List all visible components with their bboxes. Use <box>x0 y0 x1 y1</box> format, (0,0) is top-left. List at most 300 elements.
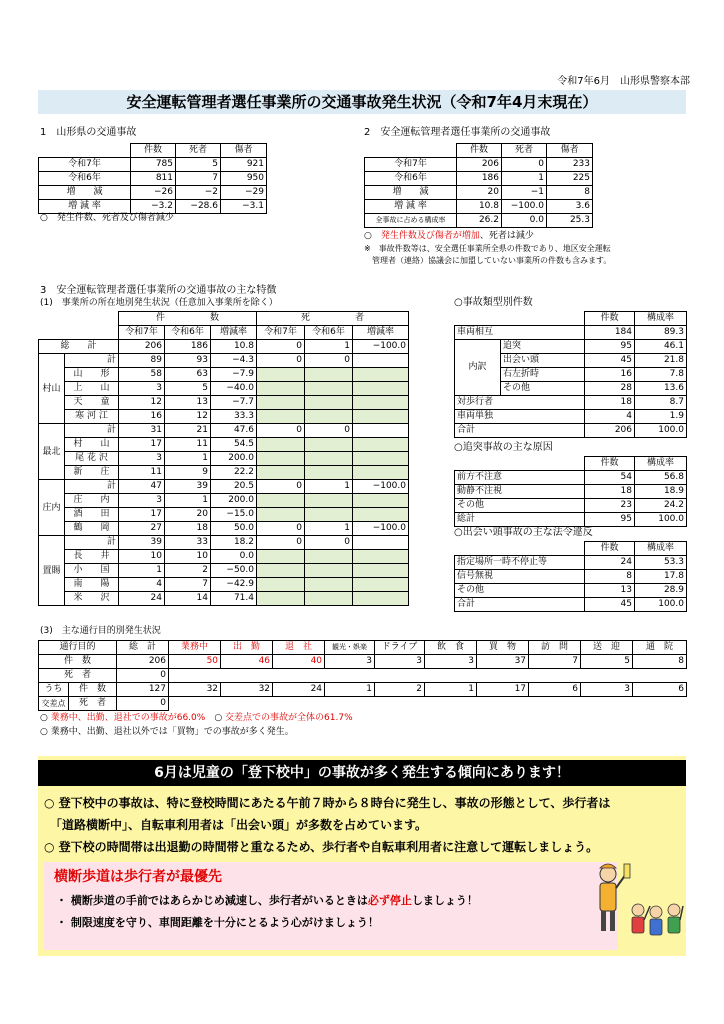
table-cell <box>633 697 687 711</box>
table-cell <box>477 697 529 711</box>
table-cell <box>353 550 409 564</box>
table-cell: 増減率 <box>211 326 257 340</box>
table-cell: 計 <box>65 480 119 494</box>
table-cell: 車両相互 <box>455 326 585 340</box>
guard-flag <box>624 864 630 878</box>
table-cell <box>425 669 477 683</box>
table-cell: −40.0 <box>211 382 257 396</box>
table-cell: 24.2 <box>635 499 687 513</box>
table-cell: 18.2 <box>211 536 257 550</box>
table-row <box>455 499 687 513</box>
table-cell: 2 <box>375 683 425 697</box>
table-cell <box>477 669 529 683</box>
table-row <box>455 513 687 527</box>
table-cell <box>305 382 353 396</box>
table-cell <box>273 697 325 711</box>
table-cell: −28.6 <box>176 200 221 214</box>
table-cell: 令和6年 <box>165 326 211 340</box>
table-cell: 1 <box>165 452 211 466</box>
table-cell: 186 <box>457 172 502 186</box>
table-row <box>455 485 687 499</box>
purpose-deaths-row <box>39 669 687 683</box>
city-row <box>39 438 409 452</box>
table-cell: 増 減 <box>39 186 131 200</box>
table-cell <box>169 669 221 683</box>
table-cell: 10.8 <box>211 340 257 354</box>
table-cell: 200.0 <box>211 494 257 508</box>
table-cell <box>273 669 325 683</box>
table-cell: 天 童 <box>65 396 119 410</box>
table-cell: −15.0 <box>211 508 257 522</box>
table-cell: 車両単独 <box>455 410 585 424</box>
table-cell: 206 <box>119 340 165 354</box>
guard-leg-right <box>610 911 615 931</box>
purpose-cases-row <box>39 655 687 669</box>
table-cell: 24 <box>585 556 635 570</box>
table-cell: 127 <box>117 683 169 697</box>
city-row <box>39 396 409 410</box>
table-cell <box>633 669 687 683</box>
table-cell: 37 <box>477 655 529 669</box>
table-cell: 58 <box>119 368 165 382</box>
table-cell: 1.9 <box>635 410 687 424</box>
table-cell: 令和7年 <box>365 158 457 172</box>
table-cell: −100.0 <box>502 200 547 214</box>
table-cell <box>455 312 585 326</box>
table-header-row <box>39 144 267 158</box>
table-cell: 33 <box>165 536 211 550</box>
table-cell: 3 <box>425 655 477 669</box>
page-title: 安全運転管理者選任事業所の交通事故発生状況（令和7年4月末現在） <box>38 90 686 114</box>
city-row <box>39 508 409 522</box>
table-cell: 8 <box>547 186 593 200</box>
table-cell: 南 陽 <box>65 578 119 592</box>
table-cell: −4.3 <box>211 354 257 368</box>
table-cell: 811 <box>131 172 176 186</box>
table-cell: 9 <box>165 466 211 480</box>
table-cell: 訪 問 <box>529 641 581 655</box>
table-cell: 206 <box>117 655 169 669</box>
table-cell: 0 <box>257 340 305 354</box>
table-cell: 53.3 <box>635 556 687 570</box>
table-cell <box>353 410 409 424</box>
table-cell <box>305 592 353 606</box>
table-cell: 46 <box>221 655 273 669</box>
table-cell: 件数 <box>131 144 176 158</box>
table-cell: 1 <box>165 494 211 508</box>
table-row <box>39 158 267 172</box>
purpose-note-1: ○ 業務中、出勤、退社での事故が66.0% ○ 交差点での事故が全体の61.7% <box>40 713 353 723</box>
table-row <box>455 584 687 598</box>
table-cell <box>353 382 409 396</box>
table-header-row <box>39 641 687 655</box>
table-cell: 件 数 <box>119 312 257 326</box>
table-cell: 4 <box>585 410 635 424</box>
table-cell <box>529 697 581 711</box>
table-cell: −7.9 <box>211 368 257 382</box>
table-cell: −3.2 <box>131 200 176 214</box>
table-cell: −42.9 <box>211 578 257 592</box>
table-cell: 長 井 <box>65 550 119 564</box>
table-cell <box>257 396 305 410</box>
table-cell: 出会い頭 <box>501 354 585 368</box>
table-cell: 死者 <box>176 144 221 158</box>
header-date-org: 令和7年6月 山形県警察本部 <box>557 76 690 87</box>
table-cell <box>353 396 409 410</box>
table-cell: 交差点 <box>39 697 69 711</box>
table-cell <box>353 424 409 438</box>
table-cell: 対歩行者 <box>455 396 585 410</box>
region-name: 村山 <box>39 354 65 424</box>
table-cell: 10 <box>119 550 165 564</box>
table-cell: 総計 <box>455 513 585 527</box>
table-cell <box>257 452 305 466</box>
table-cell: 47.6 <box>211 424 257 438</box>
table-cell: 14 <box>165 592 211 606</box>
table-cell: 13 <box>165 396 211 410</box>
city-row <box>39 592 409 606</box>
purpose-note-2: ○ 業務中、出勤、退社以外では「買物」での事故が多く発生。 <box>40 727 294 737</box>
table-cell: 0 <box>305 536 353 550</box>
table-cell: 206 <box>585 424 635 438</box>
table-cell: 件数 <box>585 457 635 471</box>
table-row <box>455 471 687 485</box>
table-cell <box>353 452 409 466</box>
table-cell: 17 <box>477 683 529 697</box>
table-cell: −100.0 <box>353 340 409 354</box>
table-cell: 1 <box>502 172 547 186</box>
table-cell: 20 <box>165 508 211 522</box>
table-cell: 観光・娯楽 <box>325 641 375 655</box>
table-cell: 合計 <box>455 598 585 612</box>
table-cell: 件数 <box>585 542 635 556</box>
table-row <box>455 570 687 584</box>
table-cell: 63 <box>165 368 211 382</box>
table-cell: 件 数 <box>39 655 117 669</box>
child-1-head <box>632 904 644 916</box>
table-cell <box>529 669 581 683</box>
table-cell: 21 <box>165 424 211 438</box>
guard-body <box>600 883 616 911</box>
table-cell <box>305 494 353 508</box>
table-cell: 28.9 <box>635 584 687 598</box>
table-cell: 785 <box>131 158 176 172</box>
table-cell: 0 <box>257 522 305 536</box>
table-cell: 8.7 <box>635 396 687 410</box>
accident-type-table <box>454 311 687 438</box>
table-cell: 2 <box>165 564 211 578</box>
child-1-arm <box>644 906 650 920</box>
table-cell: −7.7 <box>211 396 257 410</box>
section-1-note: ○ 発生件数、死者及び傷者減少 <box>40 213 174 223</box>
table-cell: 通 院 <box>633 641 687 655</box>
table-cell <box>305 508 353 522</box>
table-row <box>455 556 687 570</box>
table-cell: 3.6 <box>547 200 593 214</box>
table-cell: 小 国 <box>65 564 119 578</box>
table-cell: その他 <box>455 499 585 513</box>
table-cell: 33.3 <box>211 410 257 424</box>
rear-end-cause-table <box>454 456 687 527</box>
table-cell: 45 <box>585 354 635 368</box>
table-cell: 7.8 <box>635 368 687 382</box>
city-row <box>39 550 409 564</box>
table-cell <box>257 494 305 508</box>
table-cell: 6 <box>633 683 687 697</box>
table-cell: 26.2 <box>457 214 502 228</box>
table-cell <box>353 354 409 368</box>
table-cell <box>257 368 305 382</box>
table-cell: 8 <box>633 655 687 669</box>
crossing-table-title: ○出会い頭事故の主な法令違反 <box>454 527 593 538</box>
table-cell: 7 <box>165 578 211 592</box>
table-cell: 200.0 <box>211 452 257 466</box>
table-cell: 3 <box>581 683 633 697</box>
table-header-row <box>39 312 409 326</box>
table-cell: 184 <box>585 326 635 340</box>
table-cell: 傷者 <box>221 144 267 158</box>
table-cell: 増 減 <box>365 186 457 200</box>
alert-line-1: ○ 登下校中の事故は、特に登校時間にあたる午前７時から８時台に発生し、事故の形態として、歩行者は <box>44 796 611 810</box>
table-cell: 業務中 <box>169 641 221 655</box>
table-cell: 18.9 <box>635 485 687 499</box>
table-cell <box>257 438 305 452</box>
table-cell: 24 <box>119 592 165 606</box>
table-cell: その他 <box>501 382 585 396</box>
intersection-deaths-row <box>39 697 687 711</box>
table-cell <box>305 578 353 592</box>
table-cell <box>257 564 305 578</box>
table-cell: 18 <box>585 485 635 499</box>
table-cell <box>353 578 409 592</box>
total-row <box>39 340 409 354</box>
table-cell: 令和7年 <box>119 326 165 340</box>
table-cell <box>305 564 353 578</box>
table-cell: 0 <box>117 697 169 711</box>
region-name: 最北 <box>39 424 65 480</box>
table-cell: 0.0 <box>502 214 547 228</box>
table-row <box>455 424 687 438</box>
table-header-row <box>455 542 687 556</box>
table-cell: 右左折時 <box>501 368 585 382</box>
child-3-head <box>668 904 680 916</box>
table-cell: 921 <box>221 158 267 172</box>
table-cell <box>305 438 353 452</box>
region-subtotal-row <box>39 354 409 368</box>
table-cell: 構成率 <box>635 542 687 556</box>
table-cell: 31 <box>119 424 165 438</box>
table-cell <box>353 564 409 578</box>
section-1-title: 1 山形県の交通事故 <box>40 127 137 138</box>
table-cell: 0 <box>257 424 305 438</box>
table-cell: 39 <box>165 480 211 494</box>
table-cell: 4 <box>119 578 165 592</box>
table-cell: 令和6年 <box>39 172 131 186</box>
table-cell: 40 <box>273 655 325 669</box>
table-cell: −100.0 <box>353 522 409 536</box>
table-cell: 8 <box>585 570 635 584</box>
city-row <box>39 564 409 578</box>
table-header-row <box>455 457 687 471</box>
table-cell: 傷者 <box>547 144 593 158</box>
purpose-table <box>38 640 687 711</box>
table-cell: 構成率 <box>635 457 687 471</box>
table-cell: 89 <box>119 354 165 368</box>
city-row <box>39 522 409 536</box>
table-cell: 死 者 <box>257 312 409 326</box>
table-cell: 50.0 <box>211 522 257 536</box>
region-name: 置賜 <box>39 536 65 606</box>
table-cell: 退 社 <box>273 641 325 655</box>
table-cell <box>455 542 585 556</box>
table-cell: 47 <box>119 480 165 494</box>
table-cell: 17 <box>119 508 165 522</box>
table-cell <box>257 410 305 424</box>
table-cell: 11 <box>119 466 165 480</box>
table-cell: 17.8 <box>635 570 687 584</box>
table-cell: 3 <box>119 452 165 466</box>
section-2-note-2: ※ 事故件数等は、安全選任事業所全県の件数であり、地区安全運転 <box>364 244 611 253</box>
table-cell <box>581 697 633 711</box>
table-cell <box>39 312 119 326</box>
table-cell: 令和7年 <box>39 158 131 172</box>
guard-leg-left <box>601 911 606 931</box>
table-cell: 死 者 <box>69 697 117 711</box>
table-cell <box>325 669 375 683</box>
table-cell: 3 <box>375 655 425 669</box>
table-cell: 内訳 <box>455 340 501 396</box>
table-cell: 54 <box>585 471 635 485</box>
table-cell: 増減率 <box>353 326 409 340</box>
table-cell: 0 <box>117 669 169 683</box>
table-cell <box>221 697 273 711</box>
section-2-title: 2 安全運転管理者選任事業所の交通事故 <box>364 127 551 138</box>
table-row <box>365 158 593 172</box>
table-cell: 16 <box>585 368 635 382</box>
city-row <box>39 578 409 592</box>
table-cell: 25.3 <box>547 214 593 228</box>
table-cell: 12 <box>119 396 165 410</box>
section-2-table <box>364 143 593 228</box>
table-cell: 27 <box>119 522 165 536</box>
table-cell: 21.8 <box>635 354 687 368</box>
table-cell <box>305 410 353 424</box>
table-cell: 村 山 <box>65 438 119 452</box>
table-cell: 指定場所一時不停止等 <box>455 556 585 570</box>
table-cell: 32 <box>169 683 221 697</box>
crosswalk-bullet-2: ・ 制限速度を守り、車間距離を十分にとるよう心がけましょう！ <box>56 916 379 929</box>
child-1-body <box>632 917 644 933</box>
table-cell: 5 <box>581 655 633 669</box>
region-name: 庄内 <box>39 480 65 536</box>
table-row <box>365 172 593 186</box>
table-cell: −3.1 <box>221 200 267 214</box>
section-2-note-1: ○ 発生件数及び傷者が増加、死者は減少 <box>364 231 534 241</box>
table-header-row <box>455 312 687 326</box>
table-cell: 3 <box>325 655 375 669</box>
table-cell: −29 <box>221 186 267 200</box>
table-cell <box>305 466 353 480</box>
guard-hat <box>600 864 616 868</box>
table-cell: 0 <box>502 158 547 172</box>
table-cell <box>257 592 305 606</box>
table-cell: 5 <box>165 382 211 396</box>
table-cell <box>375 669 425 683</box>
table-cell: 54.5 <box>211 438 257 452</box>
child-3-arm <box>680 906 683 920</box>
table-cell: 1 <box>325 683 375 697</box>
table-cell: 信号無視 <box>455 570 585 584</box>
crossing-violation-table <box>454 541 687 612</box>
type-table-title: ○事故類型別件数 <box>454 297 533 308</box>
table-cell: 動静不注視 <box>455 485 585 499</box>
table-cell <box>257 508 305 522</box>
table-row <box>39 172 267 186</box>
table-cell <box>353 438 409 452</box>
table-cell: 18 <box>165 522 211 536</box>
table-row <box>455 340 687 354</box>
table-cell: 5 <box>176 158 221 172</box>
table-cell: 1 <box>305 480 353 494</box>
table-cell <box>257 550 305 564</box>
table-cell: 山 形 <box>65 368 119 382</box>
table-cell: 件数 <box>585 312 635 326</box>
table-cell: 18 <box>585 396 635 410</box>
alert-line-3: ○ 登下校の時間帯は出退勤の時間帯と重なるため、歩行者や自転車利用者に注意して運転しましょう。 <box>44 840 599 854</box>
table-row <box>365 214 593 228</box>
table-cell: 56.8 <box>635 471 687 485</box>
table-cell: 令和6年 <box>305 326 353 340</box>
table-cell: 総 計 <box>39 340 119 354</box>
intersection-cases-row <box>39 683 687 697</box>
table-cell <box>257 382 305 396</box>
table-cell: 17 <box>119 438 165 452</box>
table-cell: 93 <box>165 354 211 368</box>
table-cell: 送 迎 <box>581 641 633 655</box>
table-cell: 7 <box>529 655 581 669</box>
crosswalk-bullet-1: ・ 横断歩道の手前ではあらかじめ減速し、歩行者がいるときは必ず停止しましょう！ <box>56 894 478 907</box>
section-2-note-3: 管理者（連絡）協議会に加盟していない事業所の件数も含みます。 <box>364 256 612 265</box>
table-cell: 71.4 <box>211 592 257 606</box>
table-cell: 45 <box>585 598 635 612</box>
table-cell: 令和6年 <box>365 172 457 186</box>
child-2-body <box>650 919 662 935</box>
crossing-guard-illustration <box>590 858 684 952</box>
table-cell: 95 <box>585 513 635 527</box>
table-cell: 100.0 <box>635 424 687 438</box>
table-cell: 構成率 <box>635 312 687 326</box>
table-cell: 前方不注意 <box>455 471 585 485</box>
subsection-3-title: (3) 主な通行目的別発生状況 <box>40 626 161 636</box>
table-cell <box>257 578 305 592</box>
table-cell: 出 勤 <box>221 641 273 655</box>
table-cell: 計 <box>65 424 119 438</box>
table-cell: ドライブ <box>375 641 425 655</box>
table-cell: 10.8 <box>457 200 502 214</box>
table-cell: 3 <box>119 494 165 508</box>
section-1-table <box>38 143 267 214</box>
table-cell: 100.0 <box>635 513 687 527</box>
table-cell: 尾 花 沢 <box>65 452 119 466</box>
table-cell: 1 <box>119 564 165 578</box>
table-cell: 計 <box>65 536 119 550</box>
table-cell: −100.0 <box>353 480 409 494</box>
table-row <box>365 200 593 214</box>
table-cell: 新 庄 <box>65 466 119 480</box>
table-cell: 0 <box>257 354 305 368</box>
table-cell: 鶴 岡 <box>65 522 119 536</box>
table-cell: 増 減 率 <box>365 200 457 214</box>
